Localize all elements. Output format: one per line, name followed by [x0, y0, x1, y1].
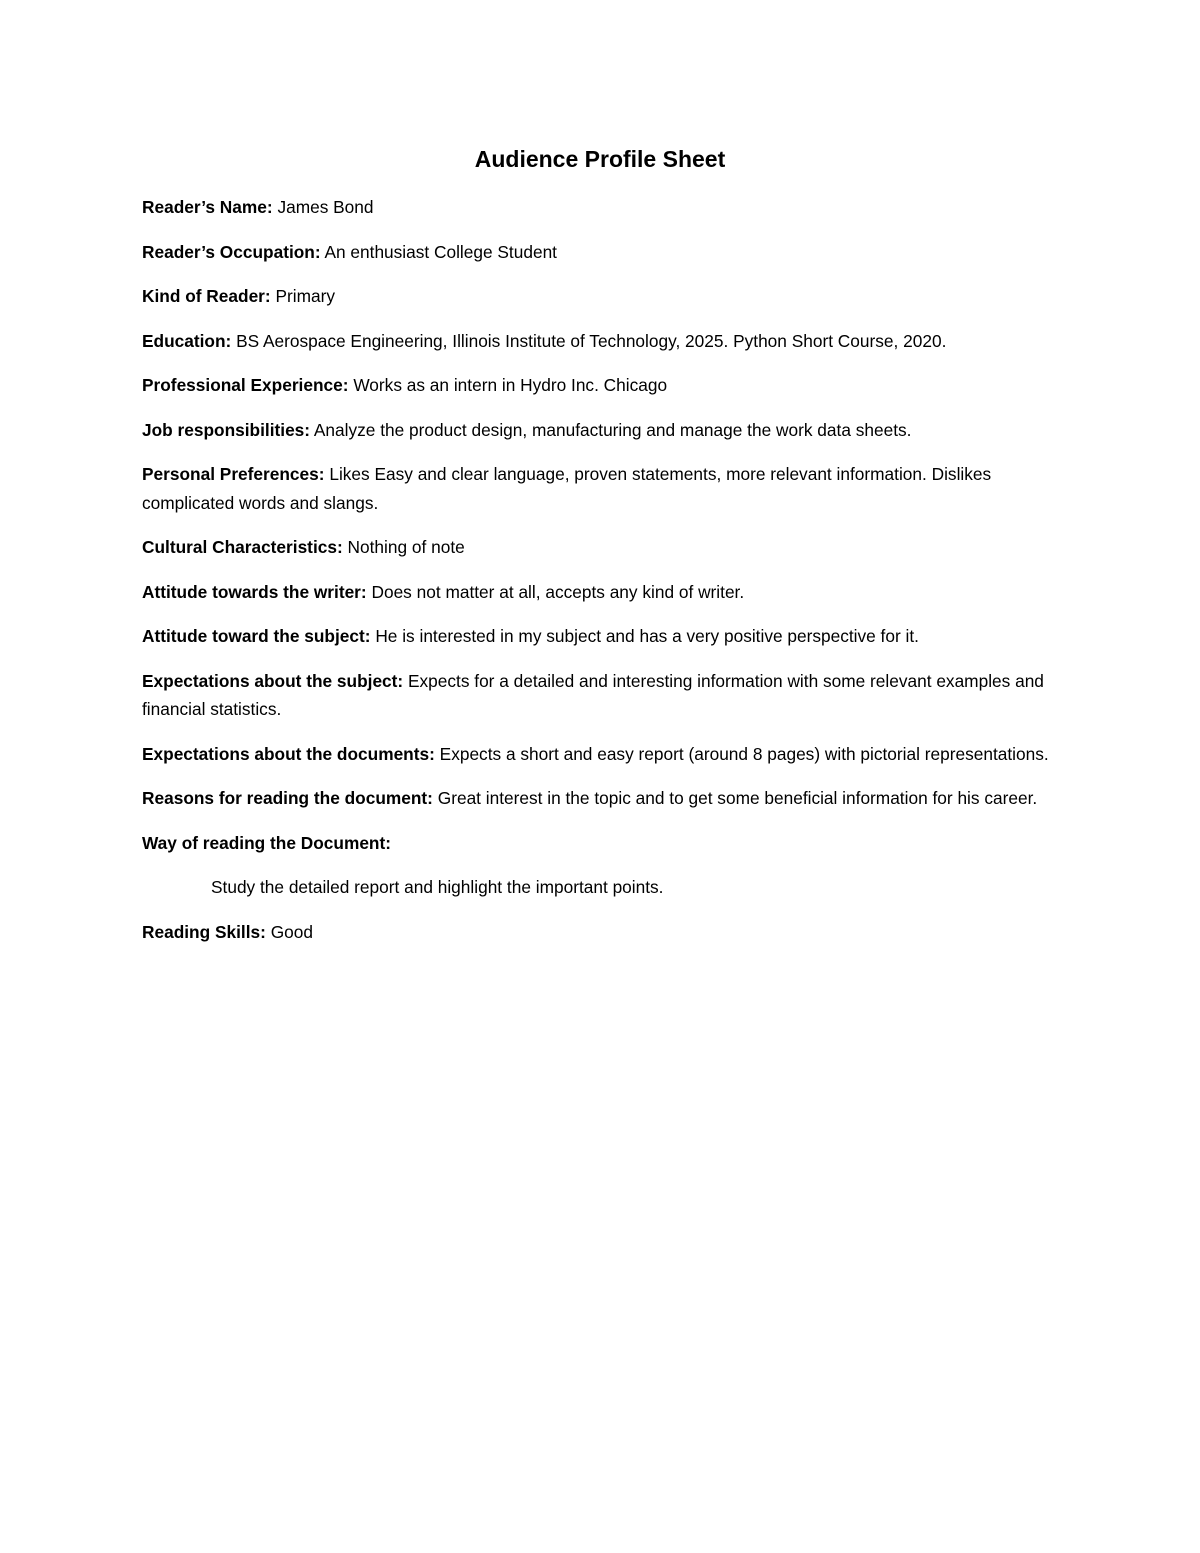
field-personal-preferences [142, 460, 1067, 517]
field-value: Great interest in the topic and to get some beneficial information for his career. [437, 788, 1038, 808]
field-label: Expectations about the subject: [142, 670, 404, 691]
field-attitude-towards-writer [142, 578, 1067, 607]
field-label: Way of reading the Document: [142, 832, 391, 853]
field-value: He is interested in my subject and has a very positive perspective for it. [375, 626, 919, 646]
field-kind-of-reader [142, 282, 1067, 311]
field-readers-name [142, 193, 1067, 222]
field-label: Cultural Characteristics: [142, 537, 343, 557]
field-label: Reading Skills: [142, 921, 266, 942]
field-job-responsibilities [142, 416, 1067, 445]
field-label: Reader’s Name: [142, 197, 273, 217]
field-value: Good [270, 921, 313, 942]
field-reading-skills [142, 918, 1067, 947]
field-value: Likes Easy and clear language, proven statements, more relevant information. Dislikes complicated words and slangs. [142, 464, 992, 513]
field-label: Education: [142, 330, 232, 351]
field-value: Primary [275, 286, 335, 306]
field-value: Analyze the product design, manufacturing and manage the work data sheets. [313, 419, 912, 440]
field-label: Kind of Reader: [142, 286, 271, 306]
field-label: Personal Preferences: [142, 464, 325, 484]
field-value: BS Aerospace Engineering, Illinois Institute of Technology, 2025. Python Short Course, 2020. [236, 330, 947, 351]
page-title: Audience Profile Sheet [474, 146, 726, 172]
field-label: Professional Experience: [142, 375, 349, 395]
field-way-of-reading [142, 829, 1067, 902]
field-label: Expectations about the documents: [142, 743, 435, 764]
field-value: Works as an intern in Hydro Inc. Chicago [353, 375, 668, 395]
field-value: Nothing of note [347, 537, 465, 557]
profile-fields [142, 193, 1067, 962]
field-professional-experience [142, 371, 1067, 400]
field-expectations-documents [142, 740, 1067, 769]
field-education [142, 327, 1067, 356]
field-value: Expects a short and easy report (around 8 pages) with pictorial representations. [439, 743, 1049, 764]
field-indented-value: Study the detailed report and highlight the important points. [211, 877, 664, 897]
field-reasons-for-reading [142, 784, 1067, 813]
field-value: James Bond [277, 197, 374, 217]
field-label: Reader’s Occupation: [142, 241, 321, 262]
field-cultural-characteristics [142, 533, 1067, 562]
field-label: Job responsibilities: [142, 419, 311, 440]
field-expectations-subject [142, 667, 1067, 724]
field-readers-occupation [142, 238, 1067, 267]
field-label: Attitude towards the writer: [142, 581, 367, 602]
field-value: An enthusiast College Student [324, 241, 557, 262]
field-value: Expects for a detailed and interesting information with some relevant examples and financial statistics. [142, 670, 1044, 719]
field-label: Attitude toward the subject: [142, 626, 371, 646]
field-value: Does not matter at all, accepts any kind of writer. [371, 581, 745, 602]
field-attitude-toward-subject [142, 622, 1067, 651]
field-label: Reasons for reading the document: [142, 788, 433, 808]
